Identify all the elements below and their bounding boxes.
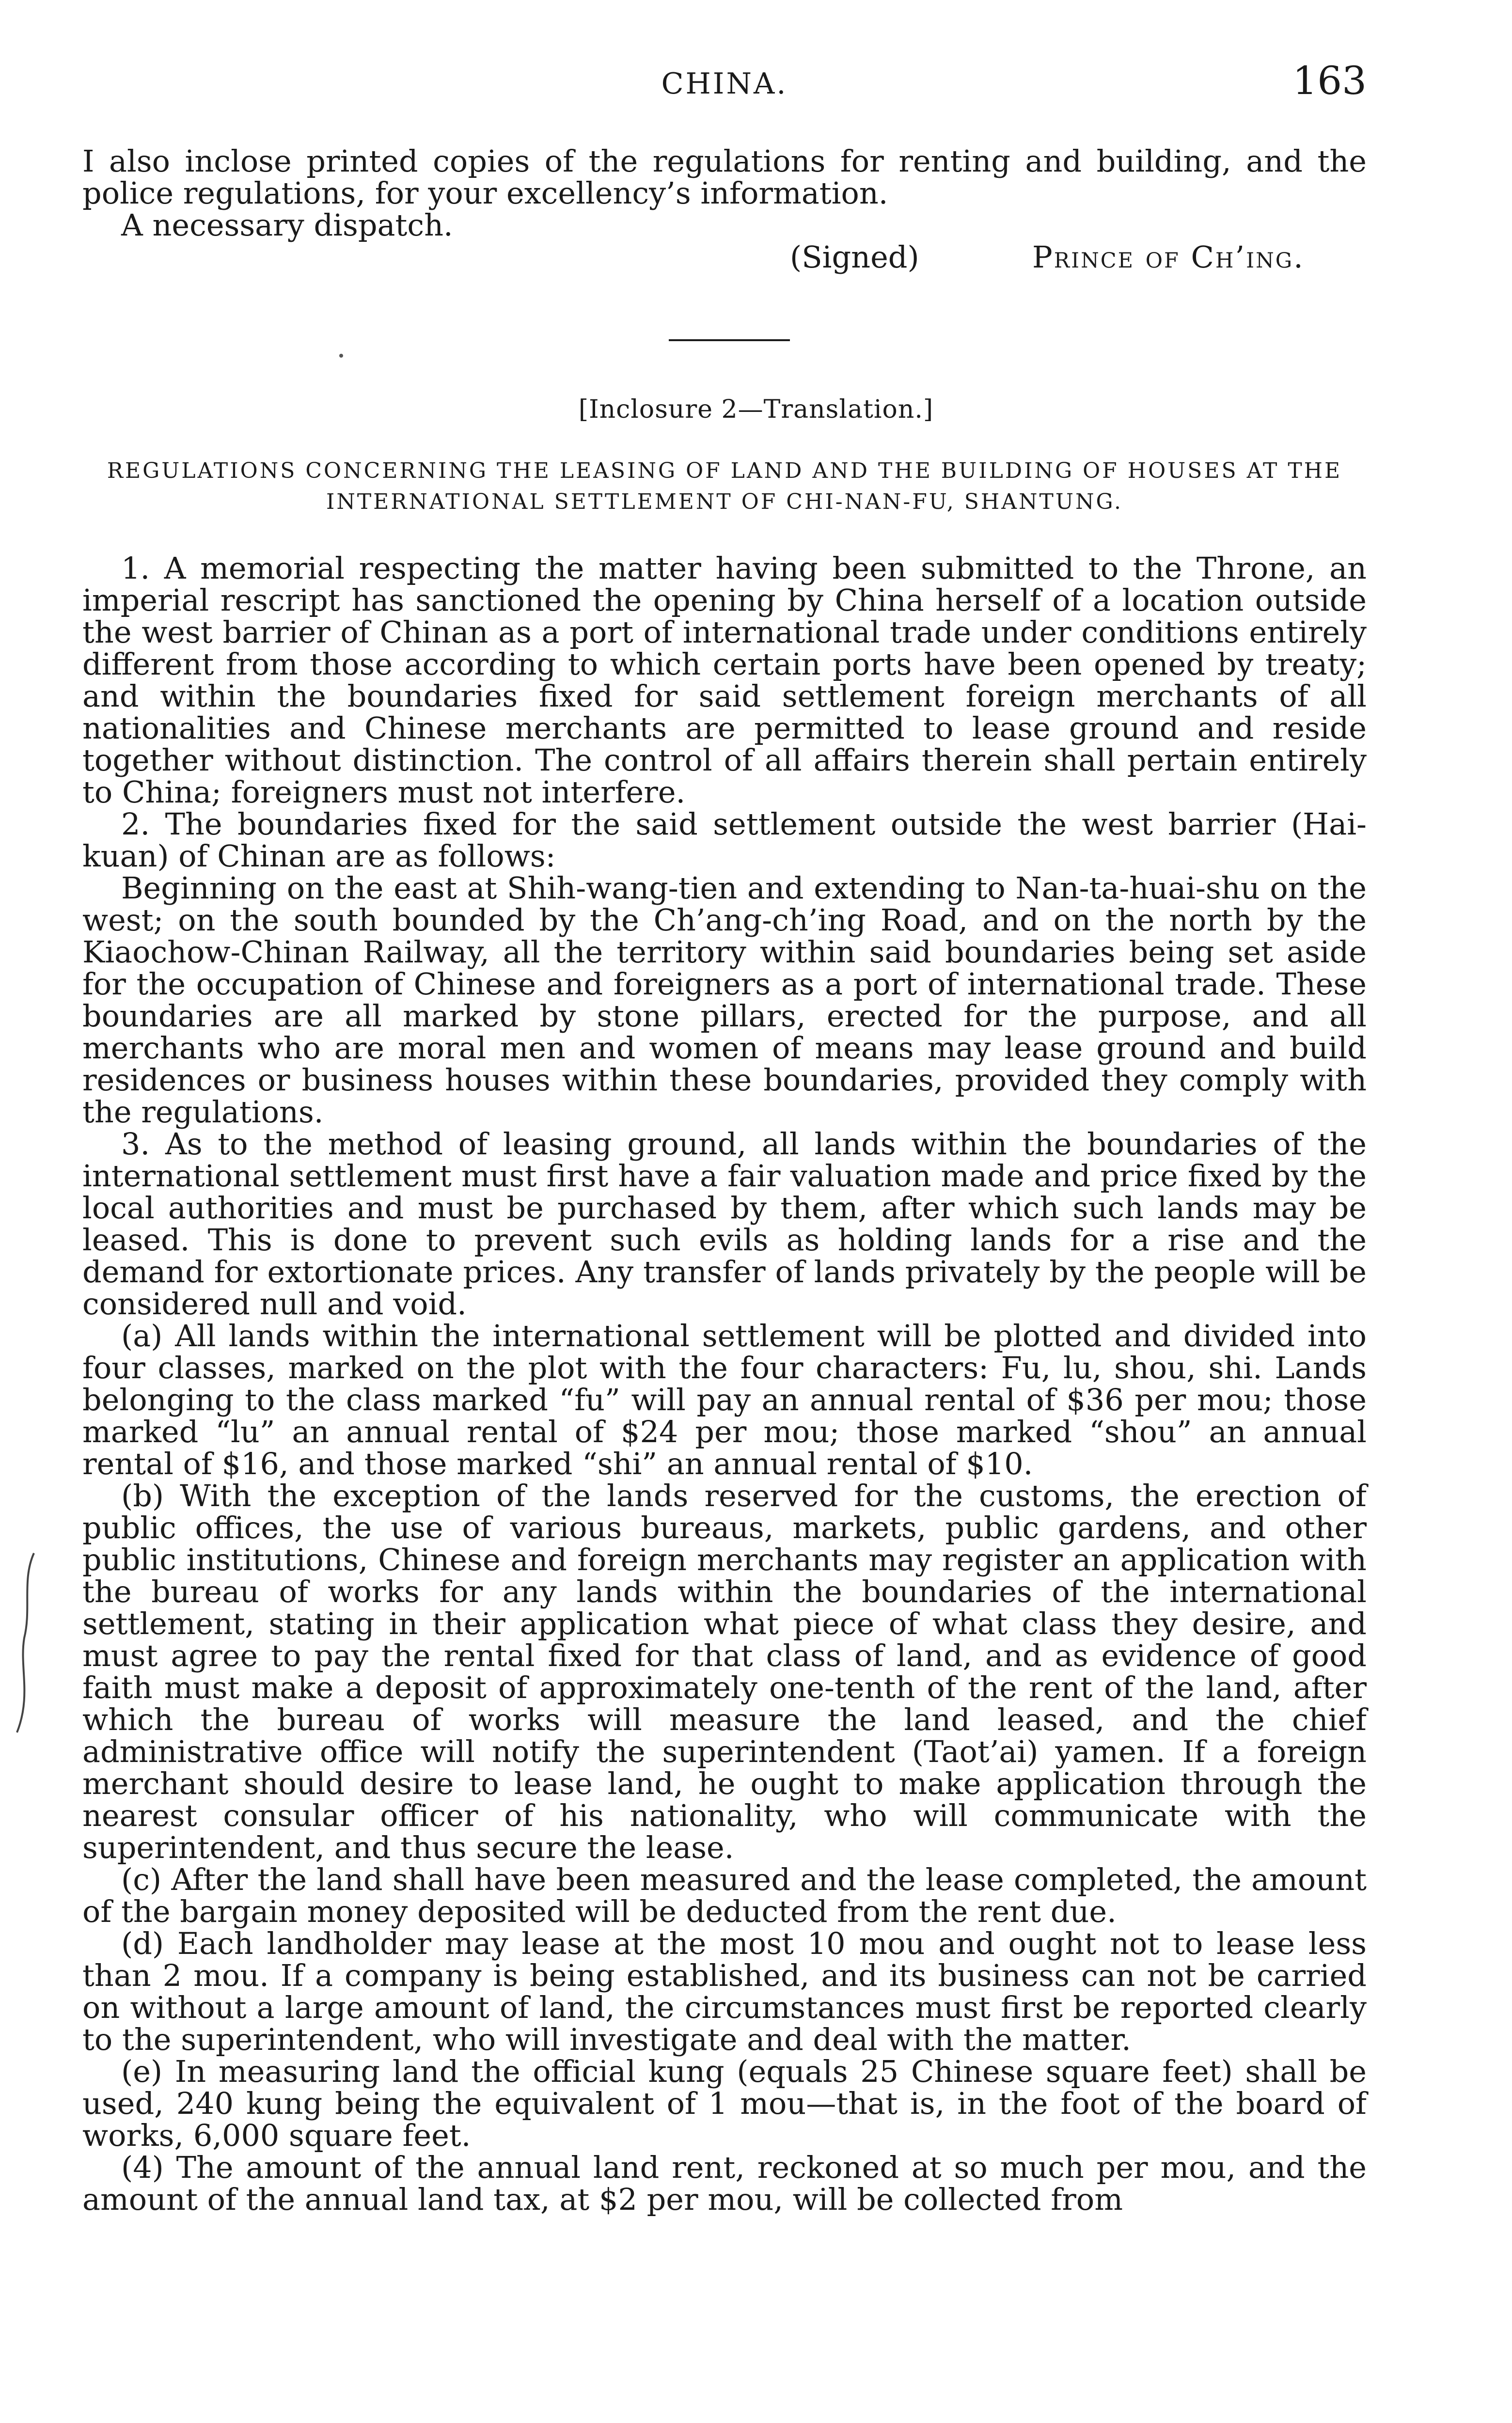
page-number: 163	[1292, 58, 1367, 103]
paragraph-4: (4) The amount of the annual land rent, reckoned at so much per mou, and the amount of the annual land tax, at $2 per mou, will be collected from	[82, 2150, 1367, 2217]
margin-pencil-mark	[12, 1551, 41, 1735]
paragraph-2-boundaries: Beginning on the east at Shih-wang-tien and extending to Nan-ta-huai-shu on the west; on the south bounded by the Ch’ang-ch’ing Road, and on the north by the Kiaochow-Chinan Railway, all the territory within said boundaries being set aside for the occupation of Chinese and foreigners as a port of international trade. These boundaries are all marked by stone pillars, erected for the purpose, and all merchants who are moral men and women of means may lease ground and build residences or business houses within these boundaries, provided they comply with the regulations.	[82, 870, 1367, 1130]
paragraph-3: 3. As to the method of leasing ground, all lands within the boundaries of the international settlement must first have a fair valuation made and price fixed by the local authorities and must be purchased by them, after which such lands may be leased. This is done to prevent such evils as holding lands for a rise and the demand for extortionate prices. Any transfer of lands privately by the people will be considered null and void.	[82, 1126, 1367, 1322]
intro-paragraph: I also inclose printed copies of the regulations for renting and building, and the police regulations, for your excellency’s information.	[82, 143, 1367, 211]
running-title: CHINA.	[661, 67, 788, 101]
paragraph-3b: (b) With the exception of the lands reserved for the customs, the erection of public offices, the use of various bureaus, markets, public gardens, and other public institutions, Chinese and foreign merchants may register an application with the bureau of works for any lands within the boundaries of the international settlement, stating in their application what piece of what class they desire, and must agree to pay the rental fixed for that class of land, and as evidence of good faith must make a deposit of approximately one-tenth of the rent of the land, after which the bureau of works will measure the land leased, and the chief administrative office will notify the superintendent (Taot’ai) yamen. If a foreign merchant should desire to lease land, he ought to make application through the nearest consular officer of his nationality, who will communicate with the superintendent, and thus secure the lease.	[82, 1478, 1367, 1865]
regulations-heading: REGULATIONS CONCERNING THE LEASING OF LAND AND THE BUILDING OF HOUSES AT THE INTERNATIONAL SETTLEMENT OF CHI-NAN-FU, SHANTUNG.	[107, 458, 1342, 514]
stray-mark	[339, 354, 343, 358]
paragraph-2: 2. The boundaries fixed for the said settlement outside the west barrier (Hai-kuan) of Chinan are as follows:	[82, 806, 1367, 874]
paragraph-3a: (a) All lands within the international settlement will be plotted and divided into four classes, marked on the plot with the four characters: Fu, lu, shou, shi. Lands belonging to the class marked “fu” will pay an annual rental of $36 per mou; those marked “lu” an annual rental of $24 per mou; those marked “shou” an annual rental of $16, and those marked “shi” an annual rental of $10.	[82, 1318, 1367, 1481]
paragraph-3c: (c) After the land shall have been measured and the lease completed, the amount of the bargain money deposited will be deducted from the rent due.	[82, 1862, 1367, 1929]
paragraph-3e: (e) In measuring land the official kung (equals 25 Chinese square feet) shall be used, 240 kung being the equivalent of 1 mou—that is, in the foot of the board of works, 6,000 square feet.	[82, 2054, 1367, 2153]
signed-label: (Signed)	[790, 239, 919, 275]
regulations-body	[82, 552, 1367, 2216]
inclosure-label: [Inclosure 2—Translation.]	[578, 395, 934, 424]
signer-name: Prince of Ch’ing.	[1032, 239, 1305, 275]
intro-block	[82, 145, 1367, 280]
section-divider	[669, 339, 790, 341]
intro-dispatch-line: A necessary dispatch.	[121, 207, 453, 243]
paragraph-1: 1. A memorial respecting the matter having been submitted to the Throne, an imperial rescript has sanctioned the opening by China herself of a location outside the west barrier of Chinan as a port of international trade under conditions entirely different from those according to which certain ports have been opened by treaty; and within the boundaries fixed for said settlement foreign merchants of all nationalities and Chinese merchants are permitted to lease ground and reside together without distinction. The control of all affairs therein shall pertain entirely to China; foreigners must not interfere.	[82, 551, 1367, 810]
paragraph-3d: (d) Each landholder may lease at the most 10 mou and ought not to lease less than 2 mou. If a company is being established, and its business can not be carried on without a large amount of land, the circumstances must first be reported clearly to the superintendent, who will investigate and deal with the matter.	[82, 1926, 1367, 2057]
running-head	[82, 58, 1367, 107]
signature-line	[82, 241, 1367, 280]
